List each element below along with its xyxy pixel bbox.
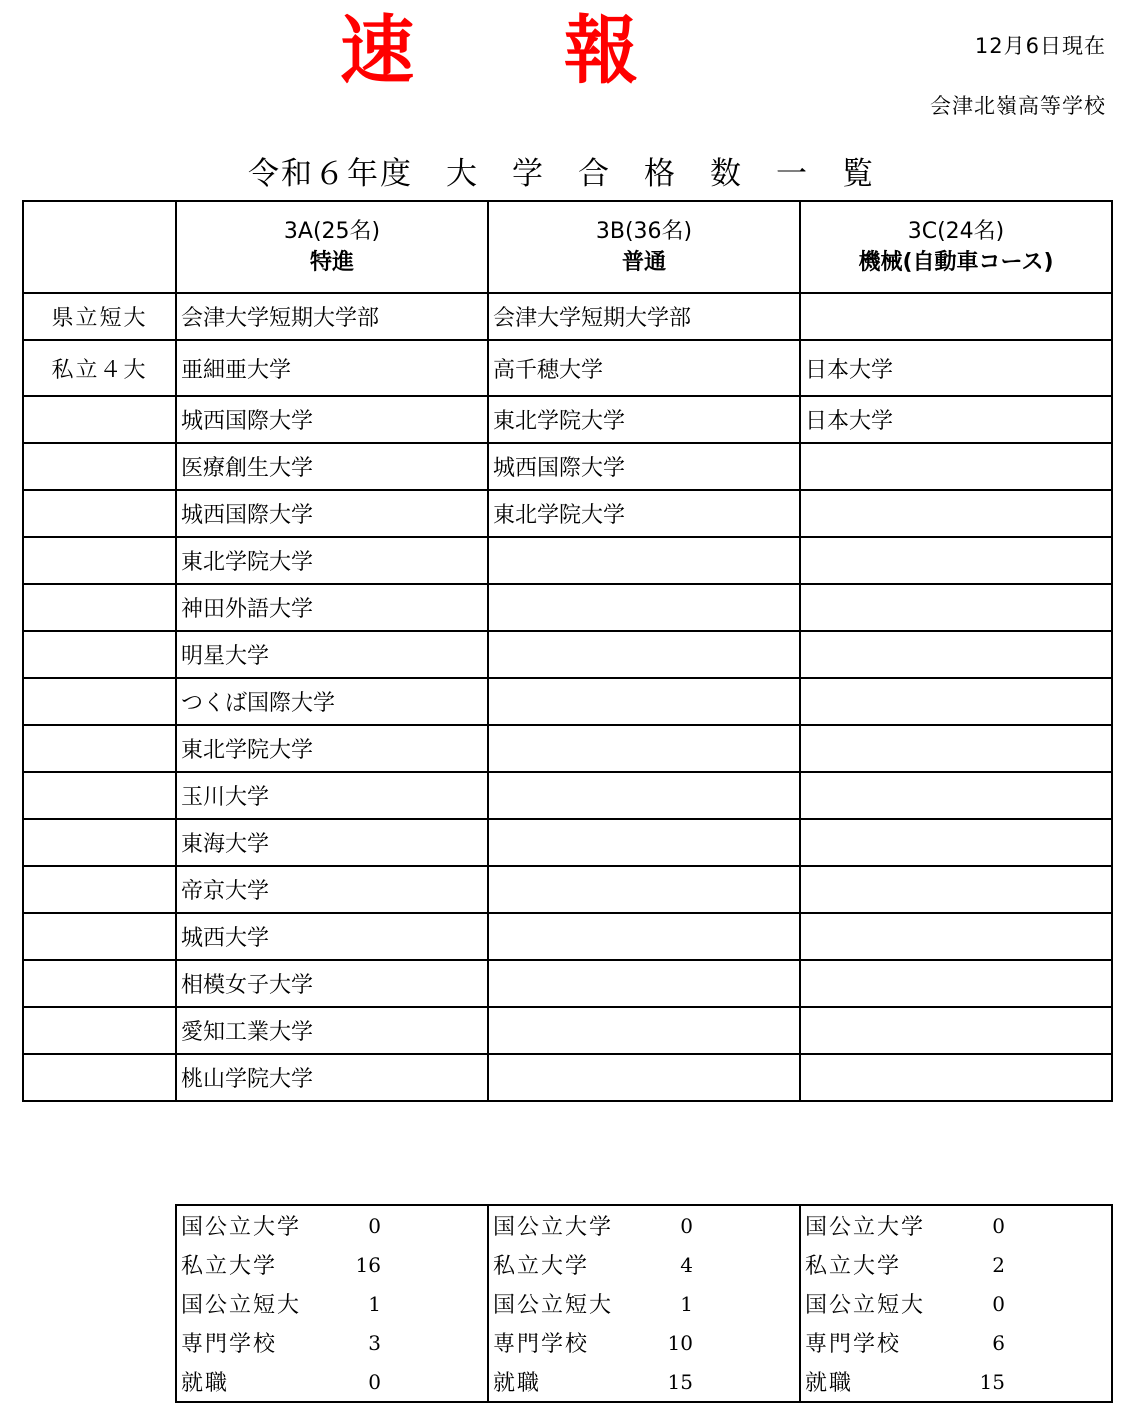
summary-count: 15 xyxy=(979,1369,1005,1394)
summary-count: 0 xyxy=(992,1213,1005,1238)
header-3a-class: 3A(25名) xyxy=(283,219,381,244)
table-row xyxy=(23,819,1112,866)
cell-3c xyxy=(800,584,1112,631)
summary-line xyxy=(801,1362,1111,1401)
category-cell xyxy=(23,443,176,490)
summary-line xyxy=(489,1206,799,1245)
category-cell xyxy=(23,866,176,913)
cell-3b xyxy=(488,584,800,631)
summary-label: 専門学校 xyxy=(181,1332,278,1357)
summary-label: 専門学校 xyxy=(493,1332,590,1357)
category-cell xyxy=(23,584,176,631)
page-title: 令和６年度 大 学 合 格 数 一 覧 xyxy=(248,156,875,192)
cell-3a: 城西国際大学 xyxy=(176,490,488,537)
summary-label: 国公立大学 xyxy=(805,1215,926,1240)
cell-3b: 東北学院大学 xyxy=(488,396,800,443)
cell-3c xyxy=(800,1007,1112,1054)
cell-3b xyxy=(488,866,800,913)
summary-line xyxy=(801,1323,1111,1362)
cell-3c xyxy=(800,490,1112,537)
summary-block-3c xyxy=(800,1205,1112,1402)
cell-3a: つくば国際大学 xyxy=(176,678,488,725)
table-row xyxy=(23,913,1112,960)
cell-3c xyxy=(800,913,1112,960)
cell-3a: 東北学院大学 xyxy=(176,725,488,772)
summary-line xyxy=(177,1323,487,1362)
header-3b-class: 3B(36名) xyxy=(595,219,693,244)
category-cell xyxy=(23,490,176,537)
cell-3c xyxy=(800,537,1112,584)
summary-count: 6 xyxy=(992,1330,1005,1355)
summary-count: 0 xyxy=(368,1369,381,1394)
summary-row xyxy=(176,1205,1112,1402)
summary-line xyxy=(177,1362,487,1401)
table-row xyxy=(23,960,1112,1007)
cell-3c xyxy=(800,631,1112,678)
summary-label: 就職 xyxy=(181,1371,230,1396)
summary-line xyxy=(177,1284,487,1323)
cell-3c xyxy=(800,960,1112,1007)
table-row xyxy=(23,490,1112,537)
cell-3a: 明星大学 xyxy=(176,631,488,678)
category-cell xyxy=(23,1054,176,1101)
cell-3a: 医療創生大学 xyxy=(176,443,488,490)
summary-line xyxy=(801,1245,1111,1284)
cell-3a: 亜細亜大学 xyxy=(176,340,488,396)
cell-3b xyxy=(488,819,800,866)
header-blank-cell xyxy=(23,201,176,293)
summary-label: 就職 xyxy=(493,1371,542,1396)
category-cell: 県立短大 xyxy=(23,293,176,340)
results-table xyxy=(22,200,1113,1102)
cell-3b: 会津大学短期大学部 xyxy=(488,293,800,340)
summary-count: 1 xyxy=(680,1291,693,1316)
summary-count: 2 xyxy=(992,1252,1005,1277)
cell-3a: 愛知工業大学 xyxy=(176,1007,488,1054)
table-row xyxy=(23,866,1112,913)
summary-line xyxy=(489,1362,799,1401)
category-cell xyxy=(23,396,176,443)
category-cell xyxy=(23,819,176,866)
cell-3c xyxy=(800,293,1112,340)
category-cell xyxy=(23,631,176,678)
cell-3b xyxy=(488,1054,800,1101)
summary-label: 国公立大学 xyxy=(181,1215,302,1240)
school-name: 会津北嶺高等学校 xyxy=(930,94,1106,118)
cell-3b xyxy=(488,960,800,1007)
header-3b xyxy=(488,201,800,293)
cell-3a: 神田外語大学 xyxy=(176,584,488,631)
summary-line xyxy=(489,1245,799,1284)
table-row xyxy=(23,584,1112,631)
as-of-date: 12月6日現在 xyxy=(974,34,1106,58)
table-header-row xyxy=(23,201,1112,293)
summary-line xyxy=(489,1323,799,1362)
cell-3b xyxy=(488,772,800,819)
summary-count: 3 xyxy=(368,1330,381,1355)
table-row xyxy=(23,443,1112,490)
summary-line xyxy=(177,1206,487,1245)
cell-3b: 東北学院大学 xyxy=(488,490,800,537)
table-row xyxy=(23,293,1112,340)
summary-count: 15 xyxy=(667,1369,693,1394)
summary-label: 国公立短大 xyxy=(181,1293,302,1318)
category-cell: 私立４大 xyxy=(23,340,176,396)
category-cell xyxy=(23,772,176,819)
table-row xyxy=(23,678,1112,725)
category-cell xyxy=(23,913,176,960)
cell-3a: 城西国際大学 xyxy=(176,396,488,443)
cell-3b xyxy=(488,913,800,960)
cell-3c xyxy=(800,819,1112,866)
summary-line xyxy=(801,1284,1111,1323)
header-3a xyxy=(176,201,488,293)
cell-3a: 相模女子大学 xyxy=(176,960,488,1007)
cell-3c xyxy=(800,725,1112,772)
header-3c xyxy=(800,201,1112,293)
cell-3b xyxy=(488,631,800,678)
cell-3a: 帝京大学 xyxy=(176,866,488,913)
cell-3c xyxy=(800,772,1112,819)
summary-table xyxy=(175,1204,1113,1403)
cell-3c xyxy=(800,866,1112,913)
cell-3c xyxy=(800,678,1112,725)
headline-char-2: 報 xyxy=(564,8,638,94)
summary-line xyxy=(177,1245,487,1284)
table-row xyxy=(23,537,1112,584)
category-cell xyxy=(23,1007,176,1054)
cell-3a: 東北学院大学 xyxy=(176,537,488,584)
cell-3b xyxy=(488,537,800,584)
summary-count: 0 xyxy=(992,1291,1005,1316)
headline xyxy=(340,8,638,94)
cell-3b xyxy=(488,678,800,725)
summary-line xyxy=(801,1206,1111,1245)
table-row xyxy=(23,725,1112,772)
summary-count: 10 xyxy=(667,1330,693,1355)
summary-label: 国公立短大 xyxy=(805,1293,926,1318)
category-cell xyxy=(23,725,176,772)
cell-3a: 城西大学 xyxy=(176,913,488,960)
summary-block-3b xyxy=(488,1205,800,1402)
category-cell xyxy=(23,678,176,725)
header-3c-course: 機械(自動車コース) xyxy=(858,250,1054,275)
cell-3a: 会津大学短期大学部 xyxy=(176,293,488,340)
summary-count: 1 xyxy=(368,1291,381,1316)
cell-3b xyxy=(488,725,800,772)
summary-label: 専門学校 xyxy=(805,1332,902,1357)
cell-3a: 桃山学院大学 xyxy=(176,1054,488,1101)
summary-label: 国公立短大 xyxy=(493,1293,614,1318)
summary-block-3a xyxy=(176,1205,488,1402)
summary-count: 0 xyxy=(680,1213,693,1238)
table-row xyxy=(23,1054,1112,1101)
summary-label: 就職 xyxy=(805,1371,854,1396)
cell-3b: 高千穂大学 xyxy=(488,340,800,396)
category-cell xyxy=(23,537,176,584)
table-row xyxy=(23,631,1112,678)
summary-label: 国公立大学 xyxy=(493,1215,614,1240)
cell-3b: 城西国際大学 xyxy=(488,443,800,490)
cell-3a: 玉川大学 xyxy=(176,772,488,819)
category-cell xyxy=(23,960,176,1007)
cell-3c: 日本大学 xyxy=(800,340,1112,396)
summary-label: 私立大学 xyxy=(805,1254,902,1279)
summary-count: 4 xyxy=(680,1252,693,1277)
cell-3c xyxy=(800,443,1112,490)
table-row xyxy=(23,396,1112,443)
summary-count: 16 xyxy=(355,1252,381,1277)
table-row xyxy=(23,340,1112,396)
cell-3c xyxy=(800,1054,1112,1101)
cell-3c: 日本大学 xyxy=(800,396,1112,443)
table-row xyxy=(23,772,1112,819)
cell-3a: 東海大学 xyxy=(176,819,488,866)
header-3a-course: 特進 xyxy=(309,250,354,275)
cell-3b xyxy=(488,1007,800,1054)
header-3b-course: 普通 xyxy=(621,250,666,275)
headline-char-1: 速 xyxy=(340,8,414,94)
header-3c-class: 3C(24名) xyxy=(907,219,1005,244)
summary-count: 0 xyxy=(368,1213,381,1238)
summary-label: 私立大学 xyxy=(493,1254,590,1279)
summary-label: 私立大学 xyxy=(181,1254,278,1279)
summary-line xyxy=(489,1284,799,1323)
table-row xyxy=(23,1007,1112,1054)
